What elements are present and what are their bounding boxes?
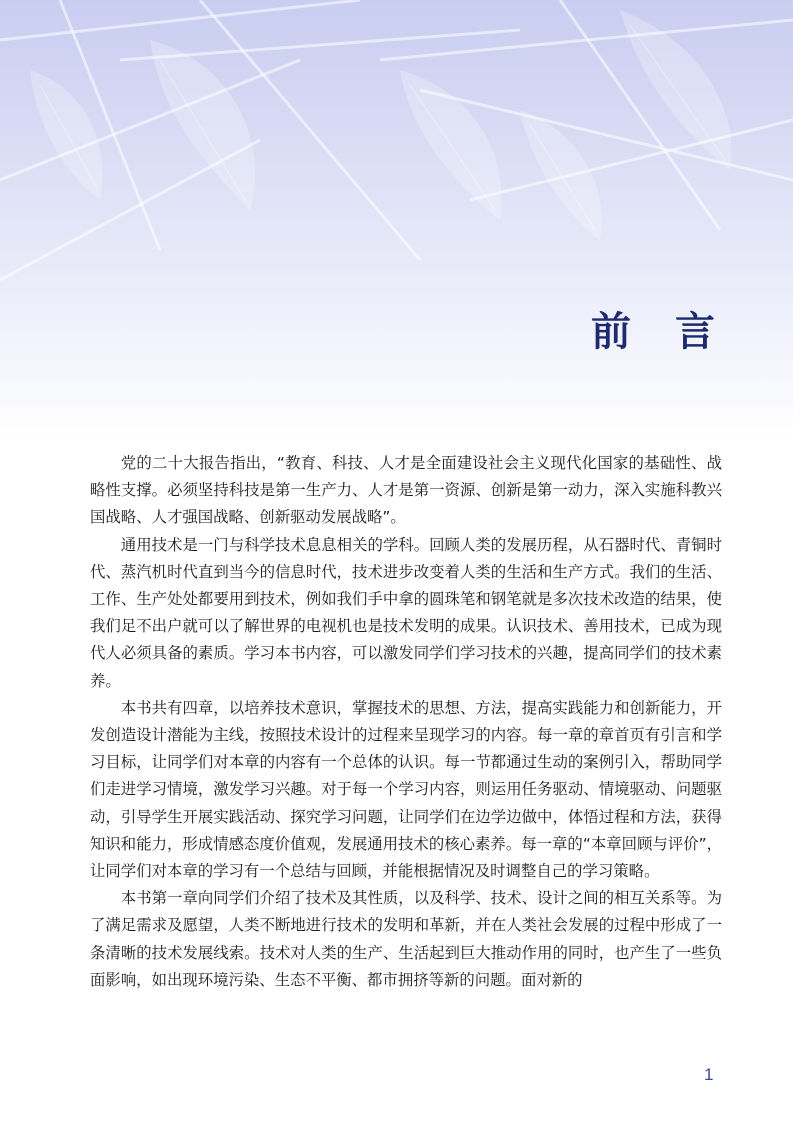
paragraph: 党的二十大报告指出，“教育、科技、人才是全面建设社会主义现代化国家的基础性、战略性支撑。必须坚持科技是第一生产力、人才是第一资源、创新是第一动力，深入实施科教兴国战略、人才强国战略、创新驱动发展战略”。 — [90, 454, 722, 527]
page-title: 前 言 — [591, 308, 717, 355]
header-banner — [0, 0, 793, 440]
feather-decoration — [0, 0, 793, 440]
paragraph: 本书共有四章，以培养技术意识，掌握技术的思想、方法，提高实践能力和创新能力，开发创造设计潜能为主线，按照技术设计的过程来呈现学习的内容。每一章的章首页有引言和学习目标，让同学们对本章的内容有一个总体的认识。每一节都通过生动的案例引入，帮助同学们走进学习情境，激发学习兴趣。对于每一个学习内容，则运用任务驱动、情境驱动、问题驱动，引导学生开展实践活动、探究学习问题，让同学们在边学边做中，体悟过程和方法，获得知识和能力，形成情感态度价值观，发展通用技术的核心素养。每一章的“本章回顾与评价”，让同学们对本章的学习有一个总结与回顾，并能根据情况及时调整自己的学习策略。 — [90, 698, 722, 881]
preface-body — [90, 450, 722, 994]
paragraph: 本书第一章向同学们介绍了技术及其性质，以及科学、技术、设计之间的相互关系等。为了满足需求及愿望，人类不断地进行技术的发明和革新，并在人类社会发展的过程中形成了一条清晰的技术发展线索。技术对人类的生产、生活起到巨大推动作用的同时，也产生了一些负面影响，如出现环境污染、生态不平衡、都市拥挤等新的问题。面对新的 — [90, 889, 722, 989]
paragraph: 通用技术是一门与科学技术息息相关的学科。回顾人类的发展历程，从石器时代、青铜时代、蒸汽机时代直到当今的信息时代，技术进步改变着人类的生活和生产方式。我们的生活、工作、生产处处都要用到技术，例如我们手中拿的圆珠笔和钢笔就是多次技术改造的结果，使我们足不出户就可以了解世界的电视机也是技术发明的成果。认识技术、善用技术，已成为现代人必须具备的素质。学习本书内容，可以激发同学们学习技术的兴趣，提高同学们的技术素养。 — [90, 535, 722, 690]
page-number: 1 — [704, 1065, 714, 1084]
